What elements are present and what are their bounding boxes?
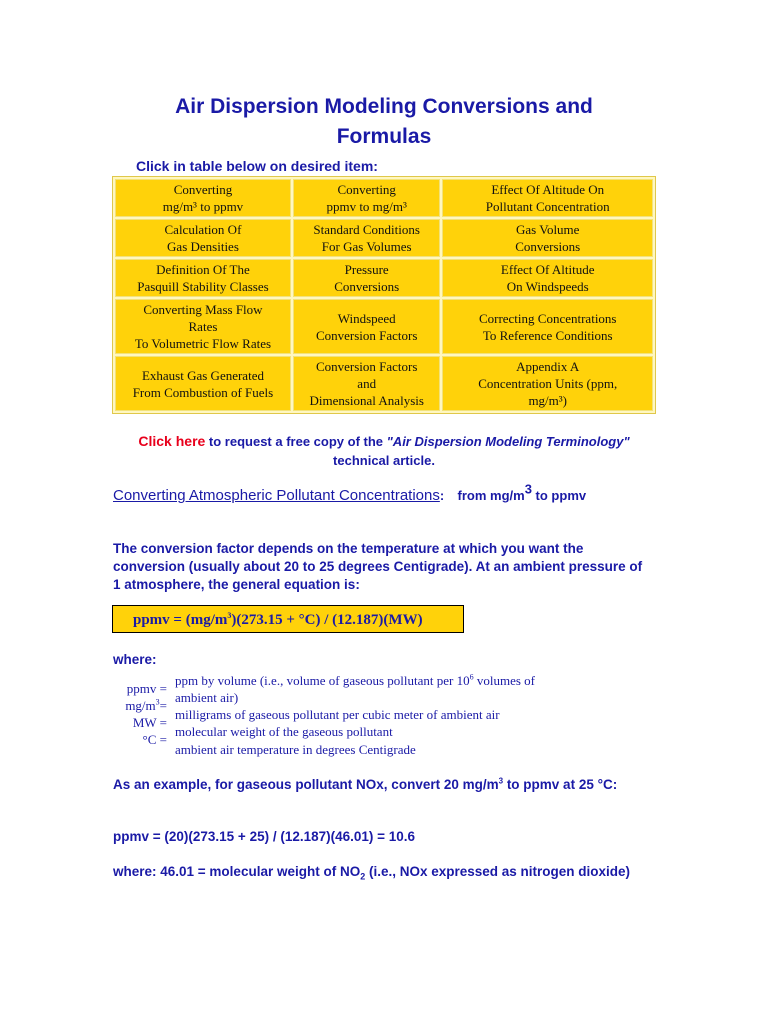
def-text-ppm-pre: ppm by volume (i.e., volume of gaseous pollutant per 10 [175,673,470,688]
table-row [115,356,653,411]
example-equation: ppmv = (20)(273.15 + 25) / (12.187)(46.01) = 10.6 [113,829,416,844]
request-article-text [110,432,658,470]
table-row [115,259,653,297]
table-cell-link[interactable]: Converting Mass Flow Rates To Volumetric Flow Rates [115,299,291,354]
title-line-2: Formulas [336,125,432,148]
click-instruction: Click in table below on desired item: [136,158,378,174]
example-pre: As an example, for gaseous pollutant NOx, convert 20 mg/m [113,777,499,792]
section-title: Converting Atmospheric Pollutant Concentrations [113,487,440,504]
equation-sup: 3 [227,611,232,620]
click-here-link[interactable]: Click here [138,433,206,449]
article-title: "Air Dispersion Modeling Terminology" [386,434,630,449]
section-subtitle-post: to ppmv [531,488,587,503]
def-label-mw: MW = [132,715,167,730]
table-cell-link[interactable]: Exhaust Gas Generated From Combustion of Fuels [115,356,291,411]
navigation-table [112,176,656,414]
def-text-ppm-sup: 6 [469,672,474,682]
example-sup: 3 [498,776,504,786]
def-label-mgm3 [113,697,167,715]
section-subtitle-sup: 3 [524,481,532,497]
table-cell-link[interactable]: Converting mg/m³ to ppmv [115,179,291,217]
section-heading [113,481,653,506]
equation-pre: ppmv = (mg/m [133,612,228,628]
title-line-1: Air Dispersion Modeling Conversions and [175,95,593,118]
def-text-temp: ambient air temperature in degrees Centigrade [175,742,416,757]
where-note-sub: 2 [360,871,366,882]
table-cell-link[interactable]: Gas Volume Conversions [442,219,653,257]
def-text-ppm-post: volumes of [473,673,536,688]
request-text-2: technical article. [333,453,435,468]
equation-box [112,605,464,633]
table-cell-link[interactable]: Effect Of Altitude On Windspeeds [442,259,653,297]
table-row [115,219,653,257]
table-cell-link[interactable]: Pressure Conversions [293,259,441,297]
section-subtitle-pre: from mg/m [457,488,525,503]
table-cell-link[interactable]: Correcting Concentrations To Reference Conditions [442,299,653,354]
def-label-mgm3-post: = [159,698,167,713]
where-note [113,863,653,881]
equation-post: )(273.15 + °C) / (12.187)(MW) [231,612,423,628]
where-label: where: [113,652,157,667]
example-paragraph [113,776,653,794]
table-cell-link[interactable]: Windspeed Conversion Factors [293,299,441,354]
intro-paragraph: The conversion factor depends on the temperature at which you want the conversion (usually about 20 to 25 degrees Centigrade). At an ambient pressure of 1 atmosphere, the general equation is: [113,541,643,592]
def-text-ppm [175,672,655,690]
table-cell-link[interactable]: Effect Of Altitude On Pollutant Concentration [442,179,653,217]
table-cell-link[interactable]: Definition Of The Pasquill Stability Classes [115,259,291,297]
table-cell-link[interactable]: Appendix A Concentration Units (ppm, mg/m³) [442,356,653,411]
def-label-degc: °C = [142,732,167,747]
where-note-post: (i.e., NOx expressed as nitrogen dioxide) [365,864,631,879]
def-label-mgm3-sup: 3 [155,697,160,707]
table-cell-link[interactable]: Calculation Of Gas Densities [115,219,291,257]
def-text-mw: molecular weight of the gaseous pollutant [175,724,393,739]
def-text-ppm-cont: ambient air) [175,690,239,705]
def-label-mgm3-pre: mg/m [125,698,156,713]
table-cell-link[interactable]: Converting ppmv to mg/m³ [293,179,441,217]
request-text-1: to request a free copy of the [205,434,387,449]
table-row [115,299,653,354]
where-note-pre: where: 46.01 = molecular weight of NO [113,864,361,879]
def-text-mg: milligrams of gaseous pollutant per cubic meter of ambient air [175,707,500,722]
table-cell-link[interactable]: Conversion Factors and Dimensional Analysis [293,356,441,411]
page-title [0,92,768,152]
table-row [115,179,653,217]
section-colon: : [439,488,445,503]
def-label-ppmv: ppmv = [126,681,167,696]
example-post: to ppmv at 25 °C: [503,777,618,792]
table-cell-link[interactable]: Standard Conditions For Gas Volumes [293,219,441,257]
